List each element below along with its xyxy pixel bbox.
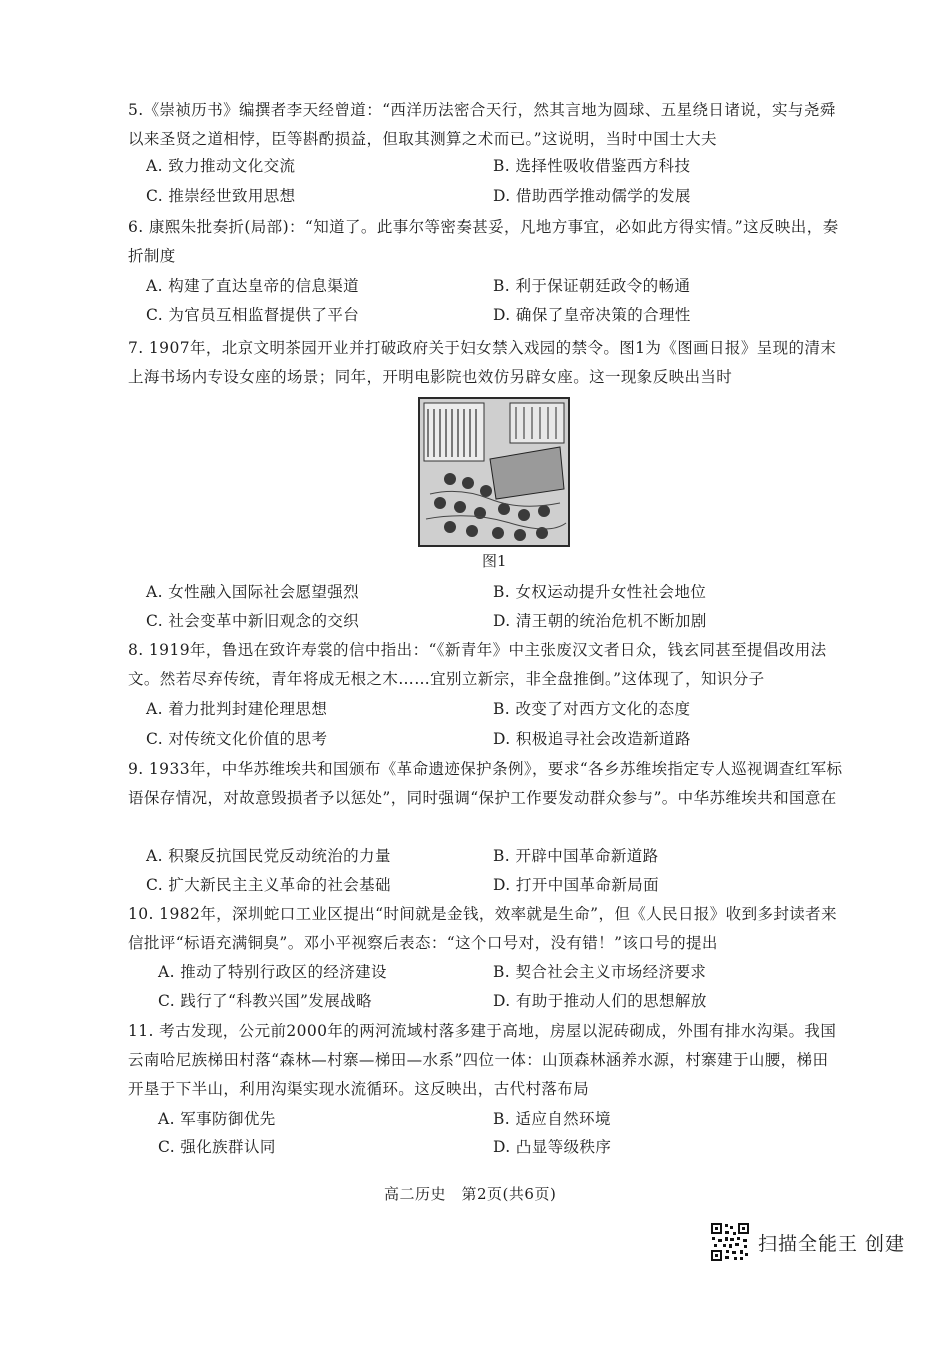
question-6-option-a: A. 构建了直达皇帝的信息渠道 [146, 277, 360, 295]
question-8-stem: 8. 1919年，鲁迅在致许寿裳的信中指出：“《新青年》中主张废汉文者日众，钱玄同甚至提倡改用法文。然若尽弃传统，青年将成无根之木……宜别立新宗，非全盘推倒。”这体现了，知识分子 [128, 641, 827, 688]
question-10-option-c: C. 践行了“科教兴国”发展战略 [158, 992, 372, 1010]
question-7-option-d: D. 清王朝的统治危机不断加剧 [493, 612, 707, 630]
question-9-option-b: B. 开辟中国革命新道路 [493, 847, 659, 865]
question-9-option-c: C. 扩大新民主主义革命的社会基础 [146, 876, 391, 894]
watermark-text: 扫描全能王 创建 [758, 1232, 906, 1255]
question-10-option-d: D. 有助于推动人们的思想解放 [493, 992, 707, 1010]
scanner-watermark [710, 1222, 905, 1262]
question-9-option-a: A. 积聚反抗国民党反动统治的力量 [146, 847, 391, 865]
question-10-stem: 10. 1982年，深圳蛇口工业区提出“时间就是金钱，效率就是生命”，但《人民日报》收到多封读者来信批评“标语充满铜臭”。邓小平视察后表态：“这个口号对，没有错！”该口号的提出 [128, 905, 837, 952]
question-5-stem: 5.《崇祯历书》编撰者李天经曾道：“西洋历法密合天行，然其言地为圆球、五星绕日诸说，实与尧舜以来圣贤之道相悖，臣等斟酌损益，但取其测算之术而已。”这说明，当时中国士大夫 [128, 101, 836, 148]
question-8-option-d: D. 积极追寻社会改造新道路 [493, 730, 691, 748]
question-5-option-b: B. 选择性吸收借鉴西方科技 [493, 157, 691, 175]
question-9-stem: 9. 1933年，中华苏维埃共和国颁布《革命遗迹保护条例》，要求“各乡苏维埃指定专人巡视调查红军标语保存情况，对故意毁损者予以惩处”，同时强调“保护工作要发动群众参与”。中华苏维埃共和国意在 [128, 760, 843, 807]
question-7-option-b: B. 女权运动提升女性社会地位 [493, 583, 707, 601]
question-10-option-b: B. 契合社会主义市场经济要求 [493, 963, 707, 981]
figure-1-illustration [418, 397, 570, 547]
question-11-stem: 11. 考古发现，公元前2000年的两河流域村落多建于高地，房屋以泥砖砌成，外围有排水沟渠。我国云南哈尼族梯田村落“森林—村寨—梯田—水系”四位一体：山顶森林涵养水源，村寨建于山腰，梯田开垦于下半山，利用沟渠实现水流循环。这反映出，古代村落布局 [128, 1022, 837, 1098]
question-7-stem: 7. 1907年，北京文明茶园开业并打破政府关于妇女禁入戏园的禁令。图1为《图画日报》呈现的清末上海书场内专设女座的场景；同年，开明电影院也效仿另辟女座。这一现象反映出当时 [128, 339, 837, 386]
question-6-option-b: B. 利于保证朝廷政令的畅通 [493, 277, 691, 295]
question-11-option-d: D. 凸显等级秩序 [493, 1138, 612, 1156]
question-6-option-c: C. 为官员互相监督提供了平台 [146, 306, 360, 324]
question-8-option-b: B. 改变了对西方文化的态度 [493, 700, 691, 718]
question-5-option-c: C. 推崇经世致用思想 [146, 187, 296, 205]
page-footer: 高二历史 第2页(共6页) [384, 1185, 557, 1203]
question-11-option-b: B. 适应自然环境 [493, 1110, 611, 1128]
question-5-option-d: D. 借助西学推动儒学的发展 [493, 187, 691, 205]
question-11-option-c: C. 强化族群认同 [158, 1138, 276, 1156]
engraving-scene-image [420, 399, 568, 545]
question-10-option-a: A. 推动了特别行政区的经济建设 [158, 963, 387, 981]
question-8-option-c: C. 对传统文化价值的思考 [146, 730, 328, 748]
question-6-option-d: D. 确保了皇帝决策的合理性 [493, 306, 691, 324]
question-6-stem: 6. 康熙朱批奏折(局部)：“知道了。此事尔等密奏甚妥，凡地方事宜，必如此方得实情。”这反映出，奏折制度 [128, 218, 839, 265]
question-8-option-a: A. 着力批判封建伦理思想 [146, 700, 328, 718]
qr-code-icon [710, 1222, 750, 1262]
question-5-option-a: A. 致力推动文化交流 [146, 157, 296, 175]
question-7-option-c: C. 社会变革中新旧观念的交织 [146, 612, 360, 630]
question-9-option-d: D. 打开中国革命新局面 [493, 876, 660, 894]
question-11-option-a: A. 军事防御优先 [158, 1110, 276, 1128]
figure-1-caption: 图1 [482, 552, 507, 570]
question-7-option-a: A. 女性融入国际社会愿望强烈 [146, 583, 360, 601]
